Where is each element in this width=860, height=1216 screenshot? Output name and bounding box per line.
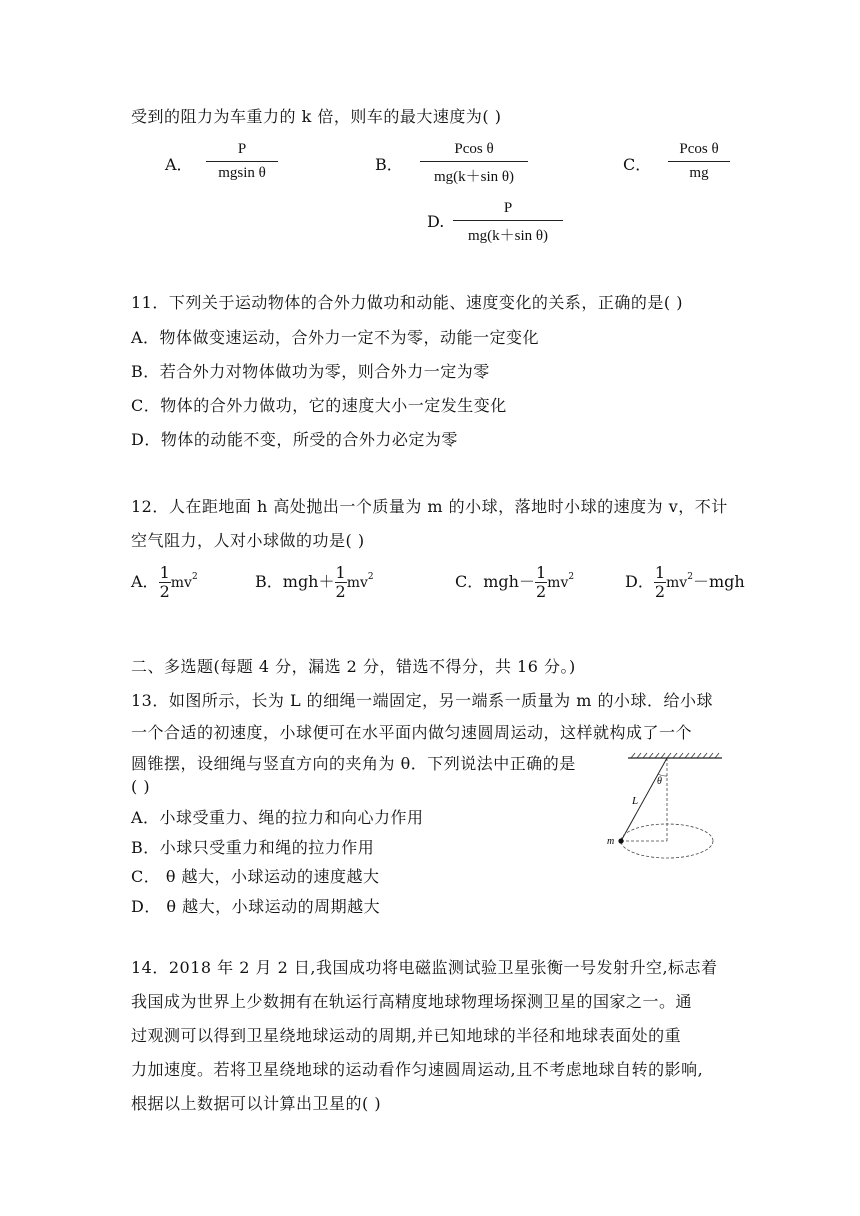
- q12-stem-line2: 空气阻力，人对小球做的功是( ): [131, 531, 365, 550]
- q13-stem-line4: ( ): [131, 777, 151, 796]
- q10-option-a-fraction: [206, 141, 278, 182]
- q10-option-b-denominator: mg(k＋sin θ): [433, 169, 515, 185]
- q11-option-c: C．物体的合外力做功，它的速度大小一定发生变化: [131, 396, 507, 415]
- q10-option-a-label: A．: [165, 155, 193, 174]
- conical-pendulum-figure: [600, 752, 750, 862]
- q14-stem-line2: 我国成为世界上少数拥有在轨运行高精度地球物理场探测卫星的国家之一。通: [131, 992, 693, 1011]
- q10-option-b-numerator: Pcos θ: [420, 141, 528, 162]
- theta-label: θ: [657, 776, 662, 787]
- one-half: $\frac{1}{2}$: [335, 563, 346, 601]
- q10-option-d-numerator: P: [453, 200, 563, 221]
- q14-stem-line1: 14．2018 年 2 月 2 日,我国成功将电磁监测试验卫星张衡一号发射升空,标志着: [131, 958, 718, 977]
- q12-option-c-label: C．: [455, 572, 484, 591]
- q10-option-c-label: C．: [623, 155, 652, 174]
- q12-stem-line1: 12．人在距地面 h 高处抛出一个质量为 m 的小球，落地时小球的速度为 v，不计: [131, 497, 728, 516]
- q13-stem-line3: 圆锥摆，设细绳与竖直方向的夹角为 θ．下列说法中正确的是: [131, 754, 576, 773]
- length-label: L: [632, 795, 639, 807]
- q10-stem-tail: 受到的阻力为车重力的 k 倍，则车的最大速度为( ): [131, 107, 502, 126]
- q13-option-c: C． θ 越大，小球运动的速度越大: [131, 867, 380, 886]
- q11-option-d: D．物体的动能不变，所受的合外力必定为零: [131, 430, 458, 449]
- one-half: $\frac{1}{2}$: [535, 563, 547, 601]
- q14-stem-line5: 根据以上数据可以计算出卫星的( ): [131, 1094, 382, 1113]
- ball: [618, 838, 623, 843]
- q13-option-a: A．小球受重力、绳的拉力和向心力作用: [131, 808, 424, 827]
- q10-option-d-denominator: mg(k＋sin θ): [467, 228, 549, 244]
- q14-stem-line4: 力加速度。若将卫星绕地球的运动看作匀速圆周运动,且不考虑地球自转的影响,: [131, 1060, 704, 1079]
- q12-option-a: A． $\frac{1}{2}$ $mv^2$: [131, 563, 198, 601]
- q10-option-c-numerator: Pcos θ: [668, 141, 730, 162]
- q13-stem-line1: 13．如图所示，长为 L 的细绳一端固定，另一端系一质量为 m 的小球．给小球: [131, 691, 714, 710]
- q10-option-b-fraction: [420, 141, 528, 186]
- mass-label: m: [607, 836, 615, 847]
- q10-option-d-fraction: [453, 200, 563, 245]
- one-half: $\frac{1}{2}$: [159, 563, 170, 601]
- q12-option-b: B．mgh＋ $\frac{1}{2}$ $mv^2$: [255, 563, 374, 601]
- q10-option-a-numerator: P: [206, 141, 278, 162]
- q10-option-c-fraction: [668, 141, 730, 182]
- ceiling-hatch: [631, 753, 719, 758]
- q12-option-d: D． $\frac{1}{2}$ $mv^2-mgh$: [625, 563, 745, 601]
- section-heading-multiple-choice: 二、多选题(每题 4 分，漏选 2 分，错选不得分，共 16 分。): [131, 657, 576, 676]
- q11-option-b: B．若合外力对物体做功为零，则合外力一定为零: [131, 362, 490, 381]
- q11-stem: 11．下列关于运动物体的合外力做功和动能、速度变化的关系，正确的是( ): [131, 293, 683, 312]
- q10-option-b-label: B．: [375, 155, 403, 174]
- q13-option-d: D． θ 越大，小球运动的周期越大: [131, 897, 381, 916]
- q14-stem-line3: 过观测可以得到卫星绕地球运动的周期,并已知地球的半径和地球表面处的重: [131, 1026, 682, 1045]
- one-half: $\frac{1}{2}$: [654, 563, 666, 601]
- q13-option-b: B．小球只受重力和绳的拉力作用: [131, 838, 375, 857]
- q13-stem-line2: 一个合适的初速度，小球便可在水平面内做匀速圆周运动，这样就构成了一个: [131, 723, 693, 742]
- q12-option-a-label: A．: [131, 572, 159, 591]
- string-line: [621, 758, 667, 841]
- q12-option-b-label: B．: [255, 572, 283, 591]
- q10-option-d-label: D.: [427, 212, 445, 231]
- q11-option-a: A．物体做变速运动，合外力一定不为零，动能一定变化: [131, 328, 540, 347]
- q12-option-d-label: D．: [625, 572, 654, 591]
- q10-option-c-denominator: mg: [689, 165, 709, 181]
- q12-option-c: C．mgh－ $\frac{1}{2}$ $mv^2$: [455, 563, 575, 601]
- q10-option-a-denominator: mgsin θ: [218, 165, 266, 181]
